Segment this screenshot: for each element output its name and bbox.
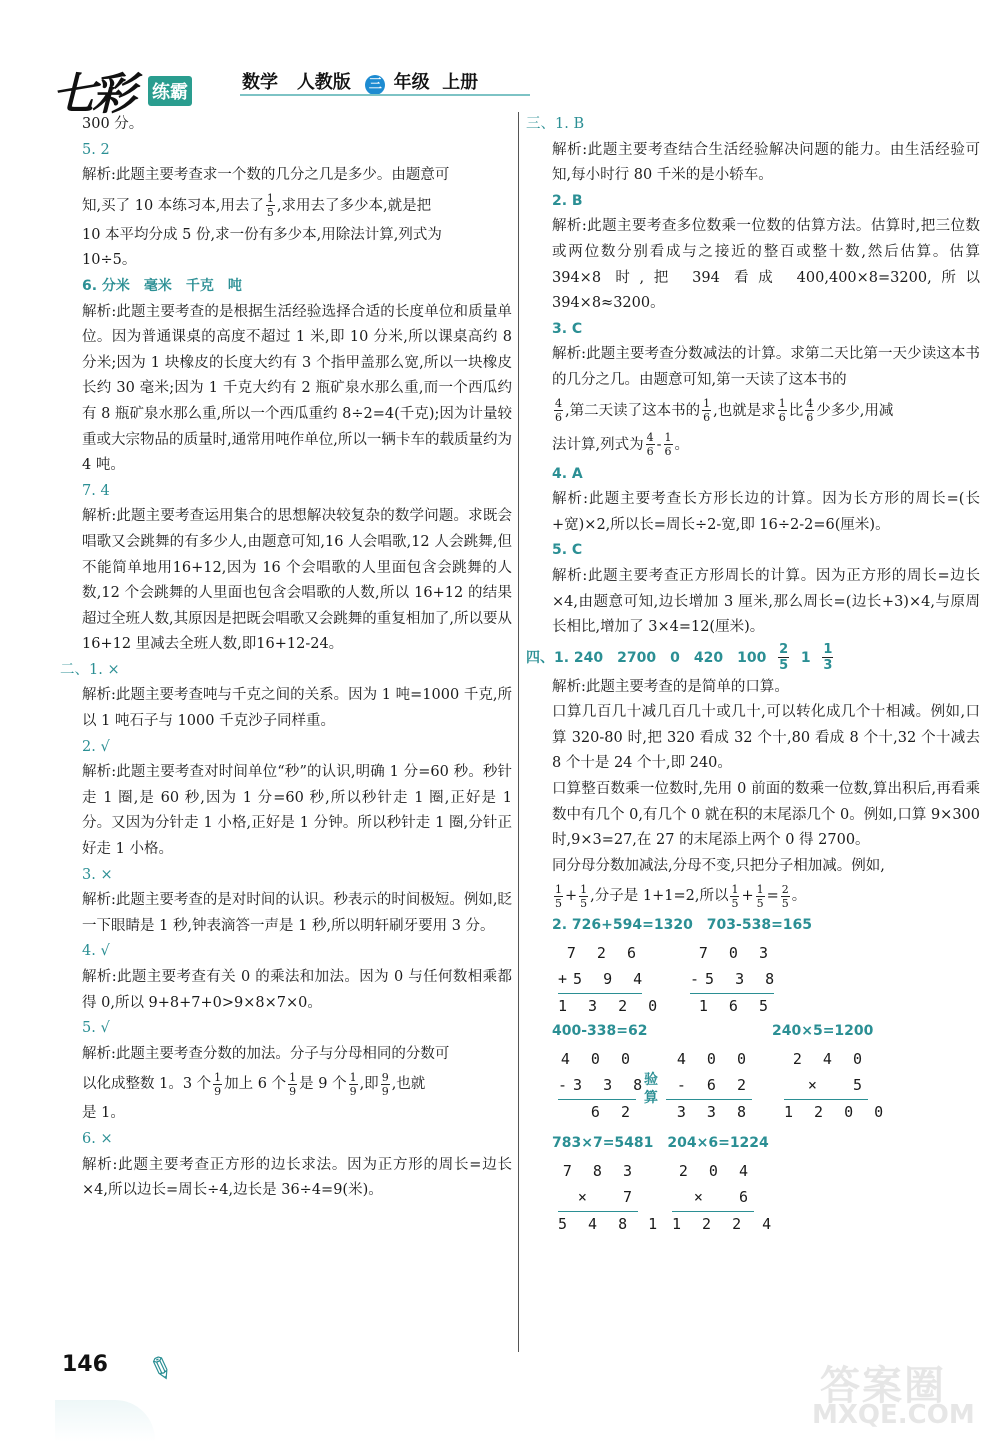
explanation-3-4: 解析:此题主要考查长方形长边的计算。因为长方形的周长=(长+宽)×2,所以长=周长÷2-宽,即 16÷2-2=6(厘米)。 (552, 491, 980, 533)
calc-line: × 6 (693, 1187, 754, 1206)
answer-2-6: 6. × (82, 1130, 113, 1147)
fraction-1-6 (778, 397, 787, 424)
explanation-5-2-c: 10 本平均分成 5 份,求一份有多少本,用除法计算,列式为 (82, 226, 442, 243)
numerator: 2 (779, 642, 789, 658)
section-3-answer-1: 三、1. B (526, 116, 585, 132)
numerator: 1 (823, 642, 833, 658)
fraction-1-3 (822, 642, 833, 673)
text-span: 少多少,用减 (816, 402, 894, 419)
text-span: ,分子是 1+1=2,所以 (590, 888, 729, 905)
denominator: 5 (731, 896, 739, 910)
vertical-multiplication (784, 1047, 890, 1126)
answer-3-2: 2. B (552, 192, 583, 209)
numerator: 1 (266, 192, 274, 206)
explanation-2-2: 解析:此题主要考查对时间单位“秒”的认识,明确 1 分=60 秒。秒针走 1 圈,是 60 秒,因为 1 分=60 秒,所以秒针走 1 圈,正好是 1 分。又因为分针走 1 小格,正好是 1 分钟。所以秒针走 1 圈,分针正好走 1 小格。 (82, 764, 512, 858)
vertical-subtraction (558, 1047, 649, 1126)
answer-3-3: 3. C (552, 320, 583, 337)
equation: 400-338=62 (552, 1023, 648, 1040)
page-number: 146 (62, 1352, 108, 1377)
denominator: 5 (779, 658, 789, 674)
calc-result: 3 3 8 (676, 1103, 752, 1122)
fraction-1-6 (664, 431, 673, 458)
numerator: 9 (381, 1070, 389, 1084)
text-span: 知,买了 10 本练习本,用去了 (82, 197, 264, 214)
denominator: 5 (781, 896, 789, 910)
volume: 上册 (442, 72, 479, 93)
numerator: 1 (214, 1070, 222, 1084)
text-span: + (741, 888, 754, 905)
calc-result: 1 2 2 4 (672, 1214, 778, 1233)
denominator: 5 (266, 206, 274, 220)
watermark-url: MXQE.COM (812, 1400, 975, 1430)
fraction-2-5 (781, 883, 790, 910)
calc-line: -5 3 8 (690, 970, 781, 989)
explanation-4-d: 同分母分数加减法,分母不变,只把分子相加减。例如, (552, 857, 885, 874)
explanation-4-a: 解析:此题主要考查的是简单的口算。 (552, 678, 789, 695)
explanation-2-3: 解析:此题主要考查的是对时间的认识。秒表示的时间极短。例如,眨一下眼睛是 1 秒,钟表滴答一声是 1 秒,所以明轩刷牙要用 3 分。 (82, 892, 512, 934)
calc-result: 1 2 0 0 (784, 1103, 890, 1122)
denominator: 6 (806, 411, 814, 425)
fraction-1-9 (213, 1071, 222, 1098)
continued-text: 300 分。 (82, 116, 144, 132)
numerator: 1 (756, 882, 764, 896)
answer-3-5: 5. C (552, 542, 583, 559)
text-span: 是 9 个 (299, 1076, 347, 1093)
numerator: 1 (664, 431, 672, 445)
header-rule (240, 94, 530, 96)
vertical-subtraction (690, 941, 781, 1020)
fraction-1-5 (756, 883, 765, 910)
explanation-4-c: 口算整百数乘一位数时,先用 0 前面的数乘一位数,算出积后,再看乘数中有几个 0,有几个 0 就在积的末尾添几个 0。例如,口算 9×300 时,9×3=27,在 27 的末尾添上两个 0 得 2700。 (552, 781, 980, 849)
calc-line: 2 0 4 (678, 1161, 754, 1180)
vertical-multiplication (558, 1159, 664, 1238)
calc-row-1 (552, 939, 980, 1019)
answer-2-4: 4. √ (82, 943, 110, 960)
explanation-4-b: 口算几百几十减几百几十或几十,可以转化成几个十相减。例如,口算 320-80 时,把 320 看成 32 个十,80 看成 8 个十,32 个十减去 8 个十是 24 个十,即 240。 (552, 704, 980, 772)
numerator: 1 (580, 882, 588, 896)
brand-logo-box: 练霸 (148, 76, 192, 106)
calc-heading-row-2 (552, 1019, 980, 1045)
section-2-answer-1: 二、1. × (60, 661, 120, 678)
explanation-2-6: 解析:此题主要考查正方形的边长求法。因为正方形的周长=边长×4,所以边长=周长÷4,边长是 36÷4=9(米)。 (82, 1156, 512, 1199)
explanation-3-1: 解析:此题主要考查结合生活经验解决问题的能力。由生活经验可知,每小时行 80 千米的是小轿车。 (552, 141, 980, 184)
calc-line: × 5 (807, 1076, 868, 1095)
calc-line: 7 0 3 (698, 944, 774, 963)
explanation-7: 解析:此题主要考查运用集合的思想解决较复杂的数学问题。求既会唱歌又会跳舞的有多少人,由题意可知,16 人会唱歌,12 人会跳舞,但不能简单地用16+12,因为 16 个会唱歌的人里面包含会跳舞的人数,12 个会跳舞的人里面也包含会唱歌的人数,所以 16+12 的结果超过全班人数,其原因是把既会唱歌又会跳舞的重复相加了,所以要从16+12 里减去全班人数,即16+12-24。 (82, 508, 512, 653)
explanation-3-3-a: 解析:此题主要考查分数减法的计算。求第二天比第一天少读这本书的几分之几。由题意可知,第一天读了这本书的 (552, 346, 980, 388)
calc-line: 2 4 0 (792, 1050, 868, 1069)
explanation-2-5-c: 是 1。 (82, 1105, 125, 1122)
right-column (526, 112, 980, 1237)
fraction-4-6 (805, 397, 814, 424)
numerator: 4 (646, 431, 654, 445)
explanation-3-3-c: 法计算,列式为 $\frac{4}{6}$ - $\frac{1}{6}$ 。 (552, 431, 690, 459)
check-label: 验算 (644, 1072, 658, 1107)
fraction-4-6 (554, 397, 563, 424)
numerator: 1 (778, 397, 786, 411)
denominator: 9 (349, 1084, 357, 1098)
explanation-3-5: 解析:此题主要考查正方形周长的计算。因为正方形的周长=边长×4,由题意可知,边长增加 3 厘米,那么周长=(边长+3)×4,与原周长相比,增加了 3×4=12(厘米)。 (552, 567, 980, 636)
denominator: 6 (664, 445, 672, 459)
column-divider (518, 112, 519, 1352)
denominator: 9 (289, 1084, 297, 1098)
denominator: 9 (214, 1084, 222, 1098)
equation: 240×5=1200 (772, 1023, 874, 1040)
explanation-3-3-b (552, 394, 980, 428)
answer-5-2: 5. 2 (82, 141, 110, 158)
calc-row-3 (552, 1157, 980, 1237)
explanation-4-e: $\frac{1}{5}$ + $\frac{1}{5}$ ,分子是 1+1=2,所以 $\frac{1}{5}$ + $\frac{1}{5}$ = $\frac{2}{5}$ 。 (555, 882, 807, 910)
text-span: ,也就 (391, 1076, 426, 1093)
explanation-3-2: 解析:此题主要考查多位数乘一位数的估算方法。估算时,把三位数或两位数分别看成与之接近的整百或整十数,然后估算。估算 394×8 时,把 394 看成 400,400×8=3200,所以394×8≈3200。 (552, 218, 980, 312)
calc-line: 7 2 6 (566, 944, 642, 963)
text-span: 比 (788, 402, 804, 419)
calc-line: +5 9 4 (558, 970, 649, 989)
numerator: 1 (555, 882, 562, 896)
vertical-addition (558, 941, 664, 1020)
vertical-multiplication (672, 1159, 778, 1238)
explanation-2-1: 解析:此题主要考查吨与千克之间的关系。因为 1 吨=1000 千克,所以 1 吨石子与 1000 千克沙子同样重。 (82, 687, 512, 730)
fraction-1-9 (288, 1071, 297, 1098)
explanation-2-4: 解析:此题主要考查有关 0 的乘法和加法。因为 0 与任何数相乘都得 0,所以 9+8+7+0>9×8×7×0。 (82, 969, 512, 1011)
grade-number-badge: 三 (365, 75, 385, 95)
calc-line: -3 3 8 (558, 1076, 649, 1095)
calc-line: 4 0 0 (676, 1050, 752, 1069)
calc-line: 4 0 0 (560, 1050, 636, 1069)
denominator: 3 (823, 658, 833, 674)
denominator: 5 (555, 896, 562, 910)
text-span: ,即 (359, 1076, 379, 1093)
calc-result: 1 6 5 (698, 997, 774, 1016)
denominator: 6 (646, 445, 654, 459)
text-span: ,求用去了多少本,就是把 (276, 197, 432, 214)
fraction-1-5 (579, 883, 588, 910)
answer-3-4: 4. A (552, 465, 583, 482)
fraction-1-9 (349, 1071, 358, 1098)
explanation-5-2-a: 解析:此题主要考查求一个数的几分之几是多少。由题意可 (82, 167, 450, 184)
watermark-logo: 答案圈 (820, 1363, 946, 1409)
subject: 数学 (242, 72, 278, 93)
explanation-5-2-b (82, 189, 512, 223)
text-span: 。 (791, 888, 807, 905)
fraction-1-5 (730, 883, 739, 910)
text-span: ,也就是求 (713, 402, 776, 419)
numerator: 1 (703, 397, 711, 411)
fraction-2-5 (778, 642, 789, 673)
numerator: 4 (806, 397, 814, 411)
explanation-2-5-b (82, 1067, 512, 1101)
explanation-6: 解析:此题主要考查的是根据生活经验选择合适的长度单位和质量单位。因为普通课桌的高度不超过 1 米,即 10 分米,所以课桌高约 8 分米;因为 1 块橡皮的长度大约有 3 个指甲盖那么宽,所以一块橡皮长约 30 毫米;因为 1 千克大约有 2 瓶矿泉水那么重,而一个西瓜约有 8 瓶矿泉水那么重,所以一个西瓜重约 8÷2=4(千克);因为计量较重或大宗物品的质量时,通常用吨作单位,所以一辆卡车的载质量约为 4 吨。 (82, 303, 512, 474)
text-span: 以化成整数 1。3 个 (82, 1076, 212, 1093)
numerator: 1 (349, 1070, 357, 1084)
pencil-icon: ✎ (142, 1348, 179, 1391)
calc-result: 6 2 (590, 1103, 636, 1122)
text-span: 。 (674, 436, 690, 453)
explanation-5-2-d: 10÷5。 (82, 252, 137, 269)
denominator: 9 (381, 1084, 389, 1098)
denominator: 6 (703, 411, 711, 425)
text-span: 1 (800, 649, 811, 666)
text-span: 四、1. 240 2700 0 420 100 (526, 649, 767, 666)
denominator: 5 (756, 896, 764, 910)
grade: 年级 (393, 72, 430, 93)
calc-line: × 7 (577, 1187, 638, 1206)
numerator: 2 (781, 882, 789, 896)
answer-2-2: 2. √ (82, 738, 110, 755)
answer-7: 7. 4 (82, 482, 110, 499)
answer-4-2: 2. 726+594=1320 703-538=165 (552, 917, 813, 934)
text-span: ,第二天读了这本书的 (565, 402, 701, 419)
fraction-1-5 (266, 192, 275, 219)
calc-line: - 6 2 (676, 1076, 752, 1095)
footer-decoration (55, 1400, 155, 1442)
calc-row-2 (552, 1045, 980, 1131)
vertical-addition-check (666, 1047, 752, 1126)
fraction-1-5 (554, 883, 563, 910)
numerator: 1 (731, 882, 739, 896)
text-span: 法计算,列式为 (552, 436, 644, 453)
denominator: 6 (778, 411, 786, 425)
numerator: 1 (289, 1070, 297, 1084)
text-span: 加上 6 个 (224, 1076, 287, 1093)
answer-2-3: 3. × (82, 866, 113, 883)
calc-result: 1 3 2 0 (558, 997, 664, 1016)
calc-result: 5 4 8 1 (558, 1214, 664, 1233)
answer-2-5: 5. √ (82, 1020, 110, 1037)
brand-logo: 七彩 (52, 69, 132, 120)
text-span: = (766, 888, 779, 905)
section-4-answer-1 (526, 641, 980, 675)
left-column (60, 112, 512, 1204)
book-info (242, 68, 478, 95)
explanation-2-5-a: 解析:此题主要考查分数的加法。分子与分母相同的分数可 (82, 1045, 450, 1062)
denominator: 6 (555, 411, 562, 425)
calc-line: 7 8 3 (562, 1161, 638, 1180)
edition: 人教版 (296, 72, 351, 93)
denominator: 5 (580, 896, 588, 910)
answer-6: 6. 分米 毫米 千克 吨 (82, 277, 242, 294)
fraction-1-6 (702, 397, 711, 424)
numerator: 4 (555, 397, 562, 411)
fraction-9-9 (381, 1071, 390, 1098)
calc-heading-row-3: 783×7=5481 204×6=1224 (552, 1135, 769, 1152)
fraction-4-6 (646, 431, 655, 458)
